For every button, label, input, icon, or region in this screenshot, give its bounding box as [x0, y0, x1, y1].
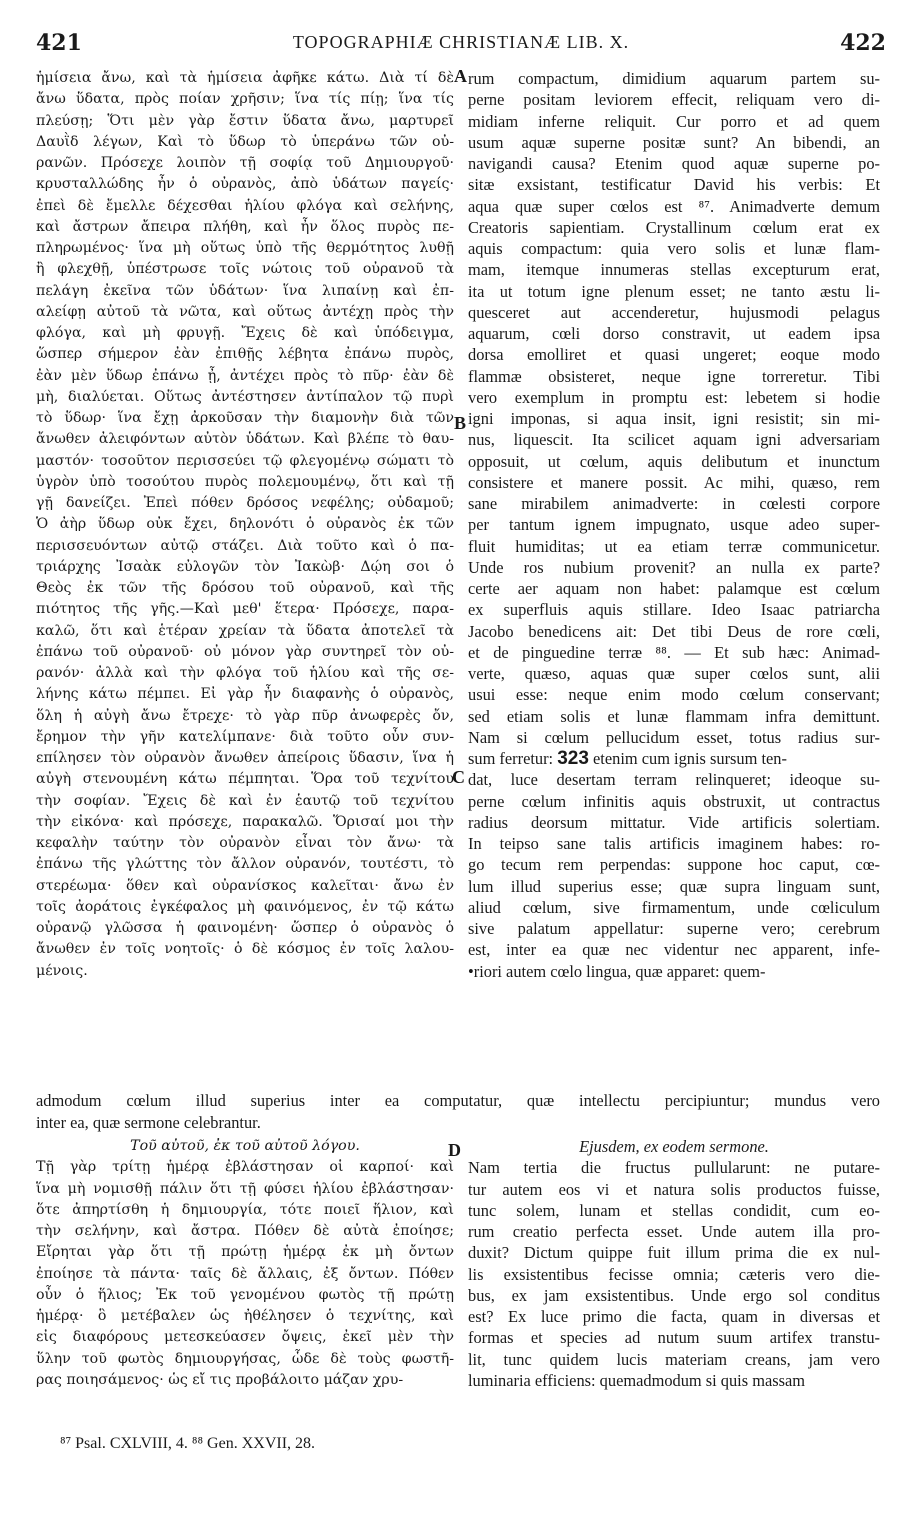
latin-line: lum illud superius esse; quæ supra linguam sunt, — [468, 876, 880, 896]
latin-line: dat, luce desertam terram relinqueret; ideoque su- — [468, 770, 880, 790]
latin-line: go tecum rem perpendas: suppone hoc caput, cœ- — [468, 855, 880, 875]
latin-line: perne cœlum infinitis aquis obstruxit, ut contractus — [468, 791, 880, 811]
margin-marker-a: A — [454, 66, 467, 86]
greek-line: αλείφῃ αὐτοῦ τὰ νῶτα, καὶ οὕτως ἀντέχῃ πρὸς τὴν — [36, 303, 454, 320]
latin-line: Nam si cœlum pellucidum esset, totus radius sur- — [468, 727, 880, 747]
greek-line: ὥσπερ σήμερον ἐὰν ἐπιθῇς λέβητα ἐπάνω πυρὸς, — [36, 346, 454, 363]
latin-line: ita ut totum igne plenum esset; ne tanto æstu li- — [468, 281, 880, 301]
margin-marker-d: D — [448, 1140, 461, 1160]
latin-line: per tantum ignem impugnato, usque adeo super- — [468, 515, 880, 535]
greek-line: καὶ ἄστρων ἄπειρα πλήθη, καὶ ἦν ὅλος πυρὸς πε- — [36, 218, 454, 235]
greek-line: αὐγὴ στενουμένη κάτω πέμπηται. Ὅρα τοῦ τεχνίτου — [36, 771, 454, 788]
greek-line: Τῇ γὰρ τρίτῃ ἡμέρᾳ ἐβλάστησαν οἱ καρποί· καὶ — [36, 1159, 454, 1176]
greek-line: ἐπεὶ δὲ ἔμελλε δέχεσθαι ἡλίου φλόγα καὶ σελήνης, — [36, 197, 454, 214]
latin-line: usui esse: neque enim modo cœlum conservant; — [468, 685, 880, 705]
latin-line: ex superfluis aquis stillare. Ideo Isaac patriarcha — [468, 600, 880, 620]
latin-line: mam, itemque innumeras stellas excepturum erat, — [468, 260, 880, 280]
greek-line: οὐρανῷ γλῶσσα ἡ φαινομένη· ὥσπερ ὁ οὐρανὸς ὁ — [36, 920, 454, 936]
latin-line: Nam tertia die fructus pullularunt: ne putare- — [468, 1158, 880, 1178]
greek-column-1 — [36, 68, 454, 982]
greek-section-heading: Τοῦ αὐτοῦ, ἐκ τοῦ αὐτοῦ λόγου. — [130, 1138, 360, 1154]
latin-line: vero exemplum in promptu est: lebetem si hodie — [468, 387, 880, 407]
latin-line: verte, quæso, aquas quæ super cœlos sunt, alii — [468, 664, 880, 683]
latin-line: formas et species ad nutum suum artifex transtu- — [468, 1328, 880, 1348]
greek-line: επίλησεν τὸν οὐρανὸν ἄνωθεν ἀπείροις ὕδασιν, ἵνα ἡ — [36, 750, 454, 766]
running-title: TOPOGRAPHIÆ CHRISTIANÆ LIB. X. — [292, 32, 630, 52]
text-fragment: sum ferretur: — [468, 749, 558, 768]
greek-line: ἄνω ὕδατα, πρὸς ποίαν χρῆσιν; ἵνα τίς πίῃ; ἵνα τίς — [36, 91, 454, 108]
greek-line: τριάρχης Ἰσαὰκ εὐλογῶν τὸν Ἰακὼβ· Δῴη σοι ὁ — [36, 558, 454, 575]
latin-line: lis exsistentibus fecisse omnia; cæteris vero die- — [468, 1264, 880, 1284]
greek-line: κρυσταλλώδης ἦν ὁ οὐρανὸς, ἀπὸ ὑδάτων παγείς· — [36, 176, 454, 193]
greek-line: ἵνα μὴ νομισθῇ πάλιν ὅτι τῇ φύσει ἡλίου ἐβλάστησαν· — [36, 1180, 454, 1197]
latin-line: •riori autem cœlo lingua, quæ apparet: quem- — [468, 961, 766, 981]
greek-line: γῇ δανείζει. Ἐπεὶ πόθεν δρόσος νεφέλης; οὐδαμοῦ; — [36, 495, 454, 511]
latin-line: In teipso sane talis artificis imaginem habes: ro- — [468, 834, 880, 853]
latin-line: quesceret aut accenderetur, hujusmodi pelagus — [468, 302, 880, 322]
greek-line: τοῖς ἀοράτοις ἐγκέφαλος μὴ φαινόμενος, ἐν τῷ κάτω — [36, 898, 454, 915]
latin-line: rum compactum, dimidium aquarum partem su- — [468, 69, 880, 88]
latin-line: sitæ exsistant, testificatur David his verbis: Et — [468, 175, 880, 195]
latin-line: midiam inferne reliquit. Cur porro et ad quem — [468, 111, 880, 131]
latin-line: flammæ obsisteret, neque igne torreretur. Tibi — [468, 366, 880, 386]
latin-line: aquarum, cœli dorso constravit, ut eadem ipsa — [468, 324, 880, 343]
greek-line: τὸ ὕδωρ· ἵνα ἔχῃ ἀρκοῦσαν τὴν διαμονὴν διὰ τῶν — [36, 410, 454, 426]
latin-line: est, inter ea quæ nec videntur nec apparent, infe- — [468, 940, 880, 960]
greek-line: πιότητος τῆς γῆς.—Καὶ μεθ' ἕτερα· Πρόσεχε, παρα- — [36, 601, 454, 618]
latin-line: Creatoris sapientiam. Crystallinum cœlum erat ex — [468, 217, 880, 237]
greek-line: Δαυῒδ λέγων, Καὶ τὸ ὕδωρ τὸ ὑπεράνω τῶν οὐ- — [36, 133, 454, 150]
latin-line: nus, liquescit. Ita scilicet aquam igni adversariam — [468, 430, 880, 450]
latin-line: igni imponas, si aqua insit, igni resistit; sin mi- — [468, 409, 880, 428]
greek-line: ἔρημον τὴν γῆν κατελίμπανε· διὰ τοῦτο οὖν συν- — [36, 728, 454, 745]
latin-line: est? Ex luce primo die facta, quam in diversas et — [468, 1307, 880, 1326]
full-width-paragraph — [36, 1090, 880, 1133]
latin-line: fluit humiditas; ut ea etiam terræ communicetur. — [468, 536, 880, 556]
greek-line: ὅλη ἡ αὐγὴ ἄνω ἔτρεχε· τὸ γὰρ πῦρ ἀνωφερὲς ὄν, — [36, 707, 454, 724]
greek-line: καλῶ, ὅτι καὶ ἑτέραν χρείαν τὰ ὕδατα ἀποτελεῖ τὰ — [36, 622, 454, 639]
column-number: 323 — [557, 748, 589, 769]
page-number-left: 421 — [36, 30, 82, 56]
greek-line: πελάγη ἐκεῖνα τῶν ὑδάτων· ἵνα λιπαίνῃ καὶ ἐπ- — [36, 282, 454, 299]
latin-line: sed etiam solis et lunæ flammam infra demittunt. — [468, 706, 880, 726]
latin-line: radius deorsum mittatur. Vide artificis solertiam. — [468, 812, 880, 832]
page-header — [36, 30, 886, 60]
greek-line: πλεύσῃ; Ὅτι μὲν γὰρ ἔστιν ὕδατα ἄνω, μαρτυρεῖ — [36, 112, 454, 129]
greek-line: Θεὸς ἐκ τῶν τῆς δρόσου τοῦ οὐρανοῦ, καὶ τῆς — [36, 580, 454, 596]
greek-line: ἢ φλεχθῇ, ὑπέστρωσε τοῖς νώτοις τοῦ οὐρανοῦ τὰ — [36, 261, 454, 278]
greek-line: τὴν σελήνην, καὶ ἄστρα. Πόθεν δὲ αὐτὰ ἐποίησε; — [36, 1223, 454, 1239]
greek-line: ρανῶν. Πρόσεχε λοιπὸν τῇ σοφίᾳ τοῦ Δημιουργοῦ· — [36, 155, 454, 171]
greek-line: τὴν σοφίαν. Ἔχεις δὲ καὶ ἐν ἑαυτῷ τοῦ τεχνίτου — [36, 792, 454, 809]
greek-line: μένοις. — [36, 962, 88, 979]
latin-section-heading: Ejusdem, ex eodem sermone. — [579, 1137, 769, 1156]
latin-line: bus, ex jam exsistentibus. Unde ergo sol conditus — [468, 1285, 880, 1305]
greek-line: ὕλην τοῦ φωτὸς δημιουργήσας, ὧδε δὲ τοὺς φωστῆ- — [36, 1350, 454, 1367]
latin-line: certe aer aquam non habet: palamque est cœlum — [468, 579, 880, 598]
latin-line: Jacobo benedicens ait: Det tibi Deus de rore cœli, — [468, 621, 880, 641]
latin-line: et de pinguedine terræ ⁸⁸. — Et sub hæc: Animad- — [468, 642, 880, 662]
greek-line: μαστόν· τοσοῦτον περισσεύει τῷ φλεγομένῳ σώματι τὸ — [36, 452, 454, 469]
greek-line: πληρωμένος· ἵνα μὴ οὕτως ὑπὸ τῆς θερμότητος λυθῇ — [36, 240, 454, 256]
latin-line: perne positam leviorem effecit, reliquam vero di- — [468, 90, 880, 110]
greek-line: τὴν εἰκόνα· καὶ πρόσεχε, παρακαλῶ. Ὅρισαί μοι τὴν — [36, 813, 454, 830]
latin-column-2 — [468, 1136, 880, 1391]
greek-line: στερέωμα· ὅθεν καὶ οὐρανίσκος καλεῖται· ἄνω ἐν — [36, 877, 454, 894]
greek-line: ὅτε ἀπηρτίσθη ἡ δημιουργία, τότε ποιεῖ ἥλιον, καὶ — [36, 1201, 454, 1218]
latin-line: dorsa emolliret et quasi ungeret; eoque modo — [468, 345, 880, 365]
page-number-right: 422 — [840, 30, 886, 56]
greek-line: ρανόν· ἀλλὰ καὶ τὴν φλόγα τοῦ ἡλίου καὶ τῆς σε- — [36, 665, 454, 681]
text-fragment: etenim cum ignis sursum ten- — [593, 749, 787, 768]
latin-line: aliud cœlum, sive firmamentum, unde cœliculum — [468, 897, 880, 917]
latin-line: aqua quæ super cœlos est ⁸⁷. Animadverte demum — [468, 196, 880, 216]
latin-line — [468, 748, 880, 769]
greek-line: Εἴρηται γὰρ ὅτι τῇ πρώτῃ ἡμέρᾳ ἐκ μὴ ὄντων — [36, 1244, 454, 1261]
latin-line: opposuit, ut cœlum, aquis delibutum et inunctum — [468, 451, 880, 471]
margin-marker-c: C — [452, 767, 465, 787]
greek-line: ἄνωθεν ἐν τοῖς νοητοῖς· ὁ δὲ κόσμος ἐν τοῖς λαλου- — [36, 941, 454, 958]
greek-line: ὑγρὸν ὑπὸ τοσούτου πυρὸς πολεμουμένῳ, ὅτι καὶ τῇ — [36, 473, 454, 490]
greek-line: περισσευόντων αὐτῷ στάζει. Διὰ τοῦτο καὶ ὁ πα- — [36, 537, 454, 554]
latin-line: navigandi causa? Etenim quod aquæ superne po- — [468, 154, 880, 173]
latin-line: Unde ros nubium provenit? an nulla ex parte? — [468, 557, 880, 577]
greek-line: οὖν ὁ ἥλιος; Ἐκ τοῦ γενομένου φωτὸς τῇ πρώτῃ — [36, 1286, 454, 1303]
greek-line: φλόγα, καὶ μὴ φρυγῇ. Ἔχεις δὲ καὶ ὑπόδειγμα, — [36, 325, 454, 341]
greek-line: ἐὰν μὲν ὕδωρ ἐπάνω ᾖ, ἀντέχει πρὸς τὸ πῦρ· ἐὰν δὲ — [36, 367, 454, 384]
full-width-line: admodum cœlum illud superius inter ea computatur, quæ intellectu percipiuntur; mundus vero — [36, 1091, 880, 1110]
latin-line: luminaria efficiens: quemadmodum si quis massam — [468, 1370, 806, 1390]
greek-line: ἡμέρᾳ· ὃ μετέβαλεν ὡς ἠθέλησεν ὁ τεχνίτης, καὶ — [36, 1308, 454, 1324]
greek-line: ἡμίσεια ἄνω, καὶ τὰ ἡμίσεια ἀφῆκε κάτω. Διὰ τί δὲ — [36, 70, 454, 86]
greek-line: ἐπάνω τοῦ οὐρανοῦ· οὐ μόνον γὰρ συντηρεῖ τὸν οὐ- — [36, 643, 454, 660]
latin-line: sive palatum appellatur: superne vero; cerebrum — [468, 919, 880, 938]
greek-line: ἄνωθεν ἀλειφόντων αὐτὸν ὑδάτων. Καὶ βλέπε τὸ θαυ- — [36, 431, 454, 448]
latin-line: rum creatio perfecta esset. Unde autem illa pro- — [468, 1222, 880, 1241]
latin-line: duxit? Dictum quippe fuit illum prima die ex nul- — [468, 1243, 880, 1263]
full-width-line: inter ea, quæ sermone celebrantur. — [36, 1112, 261, 1132]
greek-line: μὴ, διαλύεται. Οὕτως ἀντέστησεν ἀντίπαλον τῷ πυρὶ — [36, 388, 454, 405]
footnotes: ⁸⁷ Psal. CXLVIII, 4. ⁸⁸ Gen. XXVII, 28. — [60, 1435, 316, 1452]
latin-column-1 — [468, 68, 880, 982]
margin-marker-b: B — [454, 413, 467, 433]
greek-line: Ὁ ἀὴρ ὕδωρ οὐκ ἔχει, δηλονότι ὁ οὐρανὸς ἐκ τῶν — [36, 516, 454, 533]
greek-line: ἐποίησε τὰ πάντα· ταῖς δὲ ἄλλαις, ἐξ ὄντων. Πόθεν — [36, 1265, 454, 1282]
latin-line: lit, tunc quidem lucis materiam creans, jam vero — [468, 1349, 880, 1369]
greek-line: ἐπάνω τῆς γλώττης τὸν ἄλλον οὐρανόν, τουτέστι, τὸ — [36, 856, 454, 873]
latin-line: usum aquæ superne positæ sunt? An bibendi, an — [468, 132, 880, 152]
greek-line: εἰς διαφόρους μετεσκεύασεν ὄψεις, ἐκεῖ μὲν τὴν — [36, 1329, 454, 1346]
greek-line: ρας ποιησάμενος· ὡς εἴ τις προβάλοιτο μάζαν χρυ- — [36, 1371, 404, 1388]
greek-column-2 — [36, 1136, 454, 1391]
greek-line: λήνης κάτω πέμπει. Εἰ γὰρ ἦν διαφανὴς ὁ οὐρανὸς, — [36, 686, 454, 703]
latin-line: tur autem eos vi et natura solis productos fuisse, — [468, 1179, 880, 1199]
latin-line: sane mirabilem animadverte: in cœlesti corpore — [468, 494, 880, 513]
latin-line: consistere et manere possit. Ac mihi, quæso, rem — [468, 472, 880, 492]
greek-line: κεφαλὴν ταύτην τὸν οὐρανὸν εἶναι τὸν ἄνω· τὰ — [36, 835, 454, 851]
latin-line: aquis compactum: quia vero solis et lunæ flam- — [468, 239, 880, 258]
latin-line: tunc solem, lunam et stellas condidit, cum eo- — [468, 1200, 880, 1220]
